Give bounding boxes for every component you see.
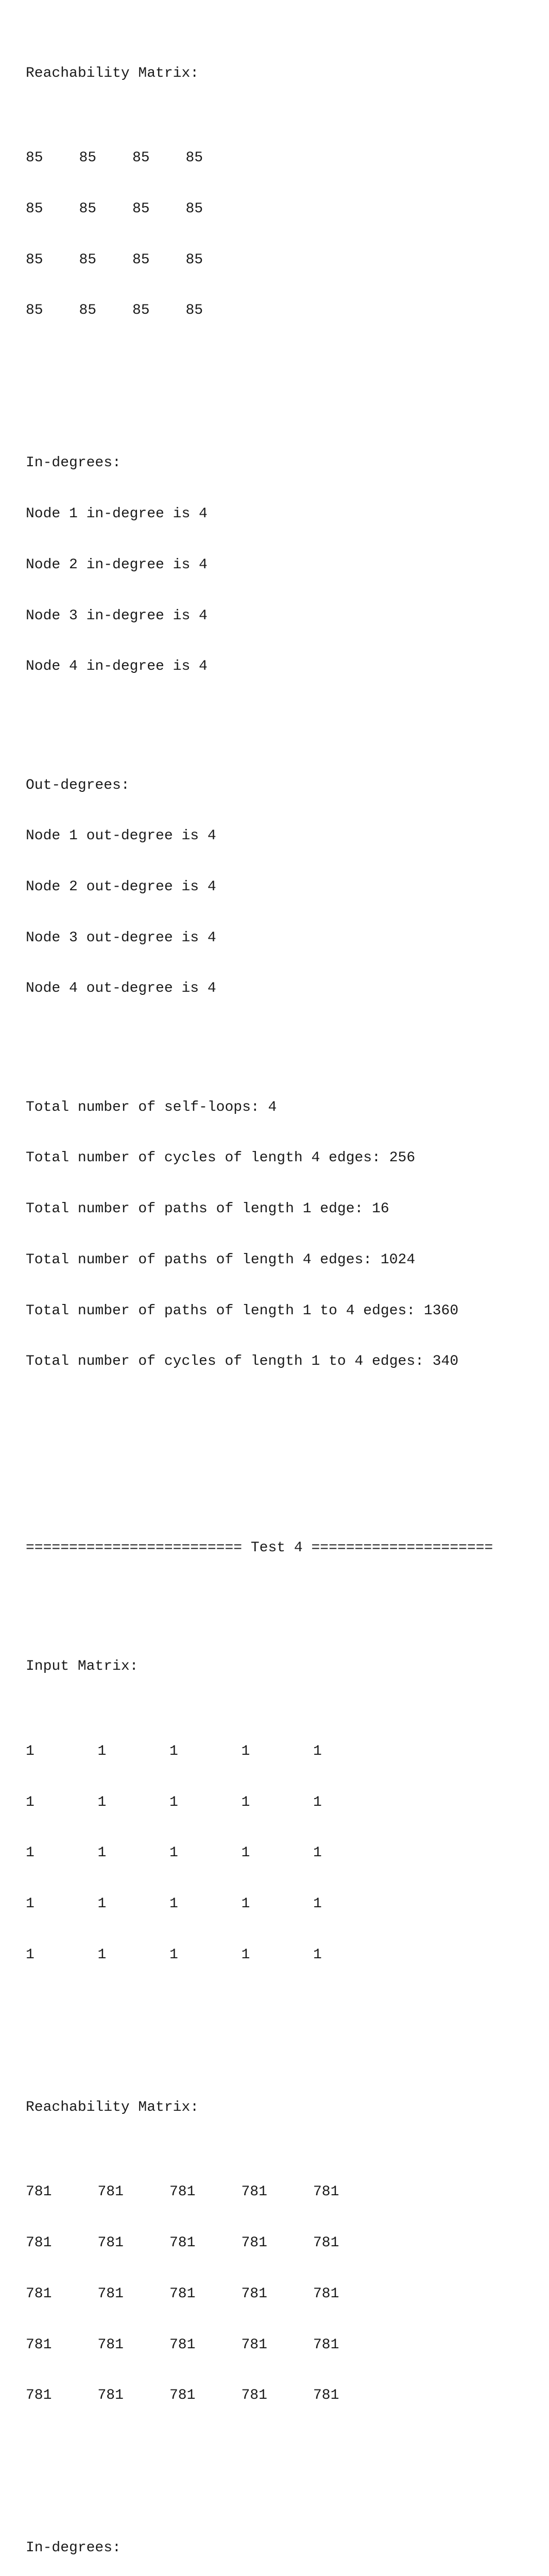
in-degree-line: Node 2 in-degree is 4: [26, 556, 208, 573]
matrix-cell: 781: [313, 2285, 339, 2302]
matrix-cell: 85: [132, 251, 150, 268]
total-line: Total number of cycles of length 1 to 4 edges: 340: [26, 1353, 459, 1370]
total-line: Total number of cycles of length 4 edges: 256: [26, 1150, 416, 1166]
blank-line: [26, 387, 493, 404]
matrix-cell: 85: [26, 200, 43, 217]
blank-line: [26, 2472, 493, 2489]
matrix-cell: 1: [97, 1845, 107, 1861]
out-degrees-title: Out-degrees:: [26, 777, 130, 793]
matrix-cell: 85: [79, 150, 97, 166]
matrix-cell: 781: [313, 2235, 339, 2251]
matrix-cell: 1: [241, 1794, 250, 1810]
matrix-row: [26, 2235, 493, 2252]
matrix-cell: 781: [169, 2184, 196, 2200]
in-degree-line: Node 4 in-degree is 4: [26, 658, 208, 675]
matrix-row: [26, 252, 493, 269]
out-degree-line: Node 4 out-degree is 4: [26, 980, 216, 997]
out-degree-line: Node 1 out-degree is 4: [26, 828, 216, 844]
out-degree-line: Node 3 out-degree is 4: [26, 929, 216, 946]
blank-line: [26, 1591, 493, 1608]
console-output: [26, 14, 493, 2576]
matrix-cell: 781: [97, 2336, 124, 2353]
matrix-cell: 1: [313, 1743, 322, 1759]
matrix-cell: 781: [26, 2184, 52, 2200]
matrix-row: [26, 2184, 493, 2201]
matrix-cell: 781: [26, 2387, 52, 2404]
matrix-cell: 781: [169, 2387, 196, 2404]
matrix-cell: 1: [241, 1743, 250, 1759]
matrix-cell: 1: [26, 1794, 35, 1810]
matrix-cell: 1: [313, 1946, 322, 1963]
matrix-row: [26, 1743, 493, 1760]
matrix-cell: 85: [185, 302, 203, 319]
total-line: Total number of paths of length 1 edge: 16: [26, 1201, 389, 1217]
matrix-cell: 1: [97, 1743, 107, 1759]
matrix-cell: 781: [241, 2184, 267, 2200]
matrix-row: [26, 1794, 493, 1811]
in-degrees-title: In-degrees:: [26, 2540, 121, 2556]
matrix-cell: 781: [241, 2235, 267, 2251]
matrix-cell: 781: [97, 2184, 124, 2200]
matrix-cell: 85: [26, 302, 43, 319]
matrix-cell: 85: [132, 302, 150, 319]
reachability-matrix-title: Reachability Matrix:: [26, 2099, 199, 2115]
matrix-cell: 781: [97, 2235, 124, 2251]
total-line: Total number of paths of length 4 edges: 1024: [26, 1251, 416, 1268]
reachability-matrix: [26, 116, 493, 353]
matrix-cell: 781: [26, 2285, 52, 2302]
matrix-cell: 1: [313, 1845, 322, 1861]
blank-line: [26, 709, 493, 726]
reachability-matrix-title: Reachability Matrix:: [26, 65, 199, 81]
matrix-cell: 1: [241, 1896, 250, 1912]
matrix-cell: 781: [97, 2285, 124, 2302]
matrix-cell: 85: [79, 200, 97, 217]
matrix-row: [26, 1845, 493, 1862]
matrix-cell: 781: [313, 2184, 339, 2200]
matrix-cell: 1: [169, 1845, 178, 1861]
total-line: Total number of self-loops: 4: [26, 1099, 277, 1115]
matrix-cell: 1: [26, 1743, 35, 1759]
matrix-cell: 781: [241, 2285, 267, 2302]
matrix-cell: 781: [26, 2336, 52, 2353]
matrix-cell: 1: [26, 1845, 35, 1861]
matrix-row: [26, 2337, 493, 2354]
matrix-cell: 1: [97, 1896, 107, 1912]
matrix-cell: 85: [132, 150, 150, 166]
matrix-row: [26, 2387, 493, 2404]
blank-line: [26, 1404, 493, 1421]
matrix-cell: 85: [185, 200, 203, 217]
matrix-row: [26, 2286, 493, 2303]
matrix-cell: 781: [241, 2387, 267, 2404]
matrix-cell: 85: [185, 150, 203, 166]
matrix-cell: 781: [313, 2336, 339, 2353]
matrix-cell: 781: [169, 2336, 196, 2353]
matrix-row: [26, 302, 493, 319]
matrix-cell: 1: [313, 1794, 322, 1810]
matrix-cell: 1: [169, 1794, 178, 1810]
matrix-cell: 1: [241, 1845, 250, 1861]
matrix-cell: 1: [26, 1946, 35, 1963]
total-line: Total number of paths of length 1 to 4 edges: 1360: [26, 1302, 459, 1319]
matrix-cell: 781: [26, 2235, 52, 2251]
matrix-cell: 1: [26, 1896, 35, 1912]
matrix-row: [26, 150, 493, 167]
blank-line: [26, 1031, 493, 1048]
in-degree-line: Node 3 in-degree is 4: [26, 607, 208, 624]
matrix-cell: 781: [169, 2235, 196, 2251]
matrix-row: [26, 201, 493, 218]
matrix-row: [26, 1896, 493, 1913]
matrix-cell: 1: [313, 1896, 322, 1912]
out-degree-line: Node 2 out-degree is 4: [26, 879, 216, 895]
matrix-cell: 85: [185, 251, 203, 268]
input-matrix: [26, 1709, 493, 1997]
matrix-cell: 1: [169, 1743, 178, 1759]
matrix-cell: 85: [132, 200, 150, 217]
reachability-matrix: [26, 2150, 493, 2438]
matrix-cell: 1: [169, 1896, 178, 1912]
matrix-cell: 781: [241, 2336, 267, 2353]
matrix-cell: 85: [79, 302, 97, 319]
input-matrix-title: Input Matrix:: [26, 1658, 139, 1675]
matrix-cell: 85: [26, 150, 43, 166]
matrix-cell: 85: [26, 251, 43, 268]
matrix-cell: 781: [313, 2387, 339, 2404]
matrix-cell: 1: [241, 1946, 250, 1963]
matrix-row: [26, 1947, 493, 1964]
matrix-cell: 781: [97, 2387, 124, 2404]
matrix-cell: 781: [169, 2285, 196, 2302]
blank-line: [26, 1455, 493, 1472]
blank-line: [26, 2031, 493, 2048]
in-degree-line: Node 1 in-degree is 4: [26, 506, 208, 522]
in-degrees-title: In-degrees:: [26, 455, 121, 471]
test-header: ========================= Test 4 =====================: [26, 1540, 493, 1556]
matrix-cell: 1: [97, 1946, 107, 1963]
matrix-cell: 1: [169, 1946, 178, 1963]
matrix-cell: 85: [79, 251, 97, 268]
matrix-cell: 1: [97, 1794, 107, 1810]
